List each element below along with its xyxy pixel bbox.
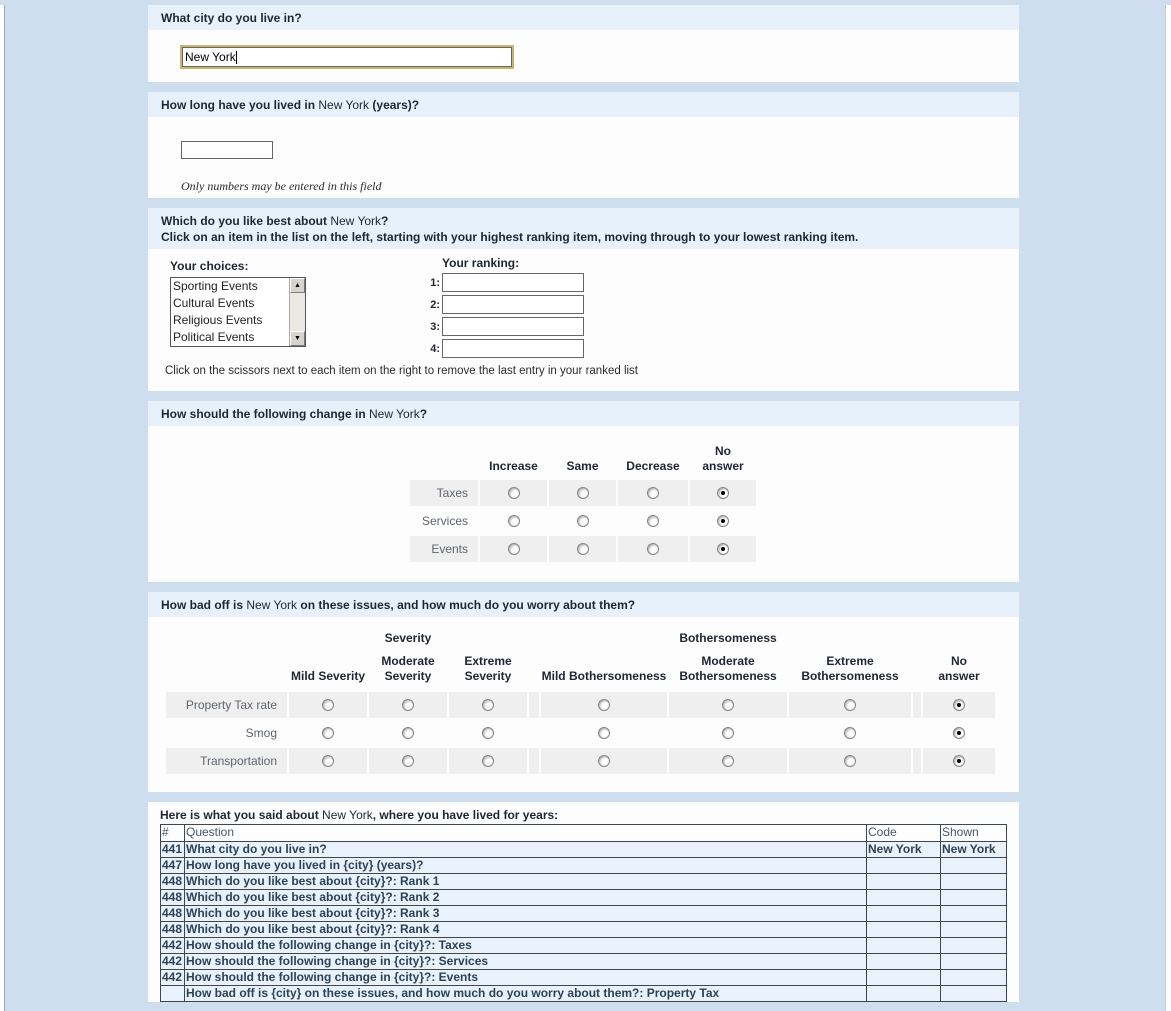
radio-services-increase[interactable] bbox=[508, 515, 520, 527]
column-header-mild-severity: Mild Severity bbox=[290, 669, 366, 683]
listbox-option[interactable]: Political Events bbox=[173, 330, 255, 344]
grid-row-property-tax-rate bbox=[166, 692, 1019, 718]
column-header-increase: Increase bbox=[489, 459, 538, 473]
radio-transportation-moderate-bothersomeness[interactable] bbox=[722, 755, 734, 767]
radio-transportation-extreme-bothersomeness[interactable] bbox=[844, 755, 856, 767]
radio-transportation-extreme-severity[interactable] bbox=[482, 755, 494, 767]
column-header-no-answer: No answer bbox=[938, 654, 980, 683]
text-caret bbox=[236, 51, 237, 64]
summary-title: Here is what you said about New York, where you have lived for years: bbox=[160, 808, 559, 822]
grid-row-taxes bbox=[410, 480, 1019, 506]
group-header-bothersomeness: Bothersomeness bbox=[679, 631, 777, 645]
summary-row: 441 What city do you live in? New York New York bbox=[161, 842, 1007, 858]
radio-smog-extreme-bothersomeness[interactable] bbox=[844, 727, 856, 739]
column-header-mild-bothersomeness: Mild Bothersomeness bbox=[541, 669, 667, 683]
radio-property-tax-extreme-severity[interactable] bbox=[482, 699, 494, 711]
column-header-no-answer: No answer bbox=[702, 444, 744, 473]
grid-row-smog bbox=[166, 720, 1019, 746]
ranking-label: Your ranking: bbox=[442, 256, 520, 270]
radio-property-tax-no-answer[interactable] bbox=[953, 699, 965, 711]
question-city-title: What city do you live in? bbox=[148, 5, 1019, 30]
grid-row-transportation bbox=[166, 748, 1019, 774]
radio-property-tax-moderate-bothersomeness[interactable] bbox=[722, 699, 734, 711]
radio-transportation-mild-bothersomeness[interactable] bbox=[598, 755, 610, 767]
listbox-option[interactable]: Religious Events bbox=[173, 313, 263, 327]
rank-2-input[interactable] bbox=[442, 295, 584, 314]
summary-row: How bad off is {city} on these issues, and how much do you worry about them?: Property Tax bbox=[161, 986, 1007, 1002]
radio-smog-moderate-severity[interactable] bbox=[402, 727, 414, 739]
column-header-extreme-severity: Extreme Severity bbox=[464, 654, 512, 683]
row-label: Services bbox=[421, 514, 468, 528]
question-issues-grid bbox=[148, 592, 1019, 792]
radio-taxes-decrease[interactable] bbox=[647, 487, 659, 499]
radio-property-tax-moderate-severity[interactable] bbox=[402, 699, 414, 711]
radio-events-increase[interactable] bbox=[508, 543, 520, 555]
column-header-extreme-bothersomeness: Extreme Bothersomeness bbox=[801, 654, 899, 683]
column-header-moderate-bothersomeness: Moderate Bothersomeness bbox=[679, 654, 777, 683]
radio-transportation-moderate-severity[interactable] bbox=[402, 755, 414, 767]
rank-3-label: 3: bbox=[430, 320, 440, 333]
group-header-severity: Severity bbox=[384, 631, 432, 645]
numeric-only-note: Only numbers may be entered in this field bbox=[181, 179, 382, 193]
listbox-option[interactable]: Sporting Events bbox=[173, 279, 258, 293]
summary-row: 448 Which do you like best about {city}?: Rank 4 bbox=[161, 922, 1007, 938]
radio-property-tax-mild-severity[interactable] bbox=[322, 699, 334, 711]
rank-1-label: 1: bbox=[430, 276, 440, 289]
summary-row: 442 How should the following change in {city}?: Taxes bbox=[161, 938, 1007, 954]
radio-taxes-increase[interactable] bbox=[508, 487, 520, 499]
question-ranking bbox=[148, 208, 1019, 391]
radio-services-decrease[interactable] bbox=[647, 515, 659, 527]
choices-label: Your choices: bbox=[170, 259, 249, 273]
scissors-footnote: Click on the scissors next to each item on the right to remove the last entry in your ranked list bbox=[165, 365, 638, 377]
row-label: Smog bbox=[245, 726, 277, 740]
radio-events-same[interactable] bbox=[577, 543, 589, 555]
question-years-title: How long have you lived in New York (years)? bbox=[148, 92, 1019, 117]
ranking-instruction: Click on an item in the list on the left, starting with your highest ranking item, moving through to your lowest ranking item. bbox=[161, 230, 859, 244]
row-label: Transportation bbox=[166, 748, 287, 774]
radio-smog-no-answer[interactable] bbox=[953, 727, 965, 739]
grid-row-events bbox=[410, 536, 1019, 562]
rank-3-input[interactable] bbox=[442, 317, 584, 336]
radio-services-same[interactable] bbox=[577, 515, 589, 527]
listbox-scrollbar[interactable] bbox=[289, 278, 305, 346]
radio-smog-extreme-severity[interactable] bbox=[482, 727, 494, 739]
radio-events-no-answer[interactable] bbox=[717, 543, 729, 555]
survey-page bbox=[148, 5, 1019, 1002]
col-header-code: Code bbox=[867, 825, 941, 842]
question-city bbox=[148, 5, 1019, 82]
radio-taxes-no-answer[interactable] bbox=[717, 487, 729, 499]
city-input[interactable]: New York bbox=[182, 47, 512, 67]
rank-1-input[interactable] bbox=[442, 273, 584, 292]
radio-taxes-same[interactable] bbox=[577, 487, 589, 499]
scroll-down-icon[interactable]: ▼ bbox=[290, 331, 305, 346]
column-header-decrease: Decrease bbox=[626, 459, 680, 473]
window-left-edge bbox=[0, 5, 5, 1011]
listbox-option[interactable]: Cultural Events bbox=[173, 296, 255, 310]
question-ranking-title: Which do you like best about New York? Click on an item in the list on the left, starting with your highest ranking item, moving through to your lowest ranking item. bbox=[148, 208, 1019, 249]
summary-row: 448 Which do you like best about {city}?: Rank 1 bbox=[161, 874, 1007, 890]
grid-row-services bbox=[410, 508, 1019, 534]
summary-section bbox=[148, 802, 1019, 1002]
rank-4-input[interactable] bbox=[442, 339, 584, 358]
summary-table bbox=[160, 824, 1007, 1002]
row-label: Property Tax rate bbox=[166, 692, 287, 718]
years-input[interactable] bbox=[181, 141, 273, 159]
col-header-shown: Shown bbox=[941, 825, 1007, 842]
summary-header-row bbox=[161, 825, 1007, 842]
radio-smog-mild-severity[interactable] bbox=[322, 727, 334, 739]
summary-row: 447 How long have you lived in {city} (years)? bbox=[161, 858, 1007, 874]
summary-row: 448 Which do you like best about {city}?: Rank 3 bbox=[161, 906, 1007, 922]
radio-smog-mild-bothersomeness[interactable] bbox=[598, 727, 610, 739]
column-header-same: Same bbox=[566, 459, 599, 473]
rank-2-label: 2: bbox=[430, 298, 440, 311]
rank-4-label: 4: bbox=[430, 342, 440, 355]
radio-property-tax-mild-bothersomeness[interactable] bbox=[598, 699, 610, 711]
radio-property-tax-extreme-bothersomeness[interactable] bbox=[844, 699, 856, 711]
window-right-edge bbox=[1165, 5, 1171, 1011]
summary-row: 448 Which do you like best about {city}?: Rank 2 bbox=[161, 890, 1007, 906]
summary-row: 442 How should the following change in {city}?: Events bbox=[161, 970, 1007, 986]
summary-row: 442 How should the following change in {city}?: Services bbox=[161, 954, 1007, 970]
radio-smog-moderate-bothersomeness[interactable] bbox=[722, 727, 734, 739]
radio-events-decrease[interactable] bbox=[647, 543, 659, 555]
radio-services-no-answer[interactable] bbox=[717, 515, 729, 527]
col-header-question: Question bbox=[185, 825, 867, 842]
question-issues-title: How bad off is New York on these issues, and how much do you worry about them? bbox=[148, 592, 1019, 617]
column-header-moderate-severity: Moderate Severity bbox=[381, 654, 435, 683]
city-input-focus-ring bbox=[180, 45, 514, 69]
radio-transportation-mild-severity[interactable] bbox=[322, 755, 334, 767]
choices-listbox[interactable] bbox=[170, 277, 306, 347]
col-header-num: # bbox=[161, 825, 185, 842]
radio-transportation-no-answer[interactable] bbox=[953, 755, 965, 767]
question-change-title: How should the following change in New York? bbox=[148, 401, 1019, 426]
scroll-up-icon[interactable]: ▲ bbox=[290, 278, 305, 293]
question-change-grid bbox=[148, 401, 1019, 582]
row-label: Taxes bbox=[410, 480, 478, 506]
row-label: Events bbox=[410, 536, 478, 562]
question-years bbox=[148, 92, 1019, 198]
